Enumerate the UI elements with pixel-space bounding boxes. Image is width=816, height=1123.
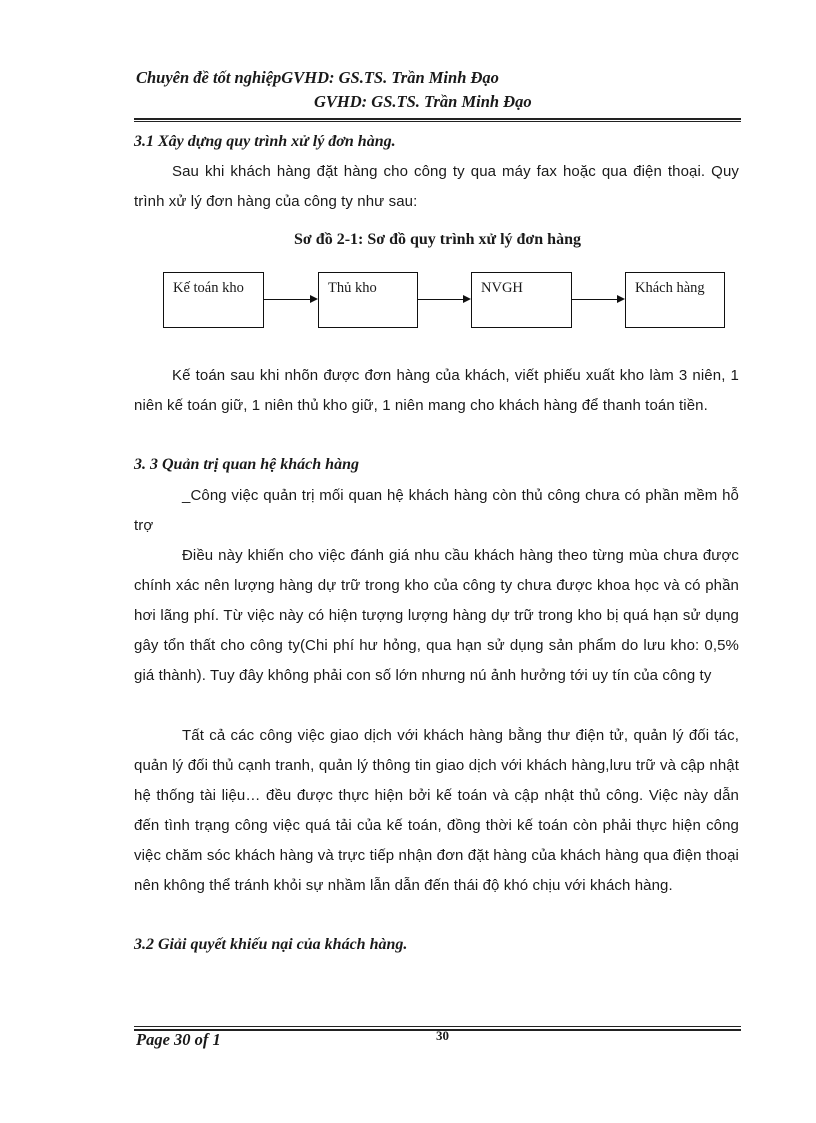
paragraph-invoice: Kế toán sau khi nhõn được đơn hàng của khách, viết phiếu xuất kho làm 3 niên, 1 niên kế toán giữ, 1 niên thủ kho giữ, 1 niên mang cho khách hàng để thanh toán tiền. [134, 367, 739, 414]
diagram-step-customer: Khách hàng [625, 272, 725, 328]
section-heading-crm: 3. 3 Quản trị quan hệ khách hàng [134, 456, 359, 473]
diagram-arrow-3 [572, 299, 617, 300]
paragraph-crm-workload: Tất cả các công việc giao dịch với khách hàng bằng thư điện tử, quản lý đối tác, quản lý đối thủ cạnh tranh, quản lý thông tin giao dịch với khách hàng,lưu trữ và cập nhật hệ thống tài liệu… đều được thực hiện bởi kế toán và cập nhật thủ công. Việc này dẫn đến tình trạng công việc quá tải của kế toán, đồng thời kế toán còn phải thực hiện công việc chăm sóc khách hàng và trực tiếp nhận đơn đặt hàng của khách hàng qua điện thoại nên không thể tránh khỏi sự nhầm lẫn dẫn đến thái độ khó chịu với khách hàng. [134, 727, 739, 894]
footer-rule-thin [134, 1026, 741, 1027]
diagram-arrow-2 [418, 299, 463, 300]
diagram-step-accountant: Kế toán kho [163, 272, 264, 328]
section-heading-order-process: 3.1 Xây dựng quy trình xử lý đơn hàng. [134, 133, 396, 150]
paragraph-intro: Sau khi khách hàng đặt hàng cho công ty qua máy fax hoặc qua điện thoại. Quy trình xử lý đơn hàng của công ty như sau: [134, 163, 739, 210]
header-title: Chuyên đề tốt nghiệpGVHD: GS.TS. Trần Minh Đạo [136, 68, 499, 87]
paragraph-crm-forecast: Điều này khiến cho việc đánh giá nhu cầu khách hàng theo từng mùa chưa được chính xác nên lượng hàng dự trữ trong kho của công ty chưa được khoa học và có phần hơi lãng phí. Từ việc này có hiện tượng lượng hàng dự trữ trong kho bị quá hạn sử dụng gây tổn thất cho công ty(Chi phí hư hỏng, qua hạn sử dụng sản phẩm do lưu kho: 0,5% giá thành). Tuy đây không phải con số lớn nhưng nú ảnh hưởng tới uy tín của công ty [134, 547, 739, 684]
diagram-step-storekeeper: Thủ kho [318, 272, 418, 328]
diagram-step-delivery: NVGH [471, 272, 572, 328]
section-heading-complaints: 3.2 Giải quyết khiếu nại của khách hàng. [134, 936, 408, 953]
header-rule-thin [134, 121, 741, 122]
diagram-arrowhead-1 [310, 295, 318, 303]
footer-page-label: Page 30 of 1 [136, 1030, 221, 1049]
paragraph-crm-manual: _Công việc quản trị mối quan hệ khách hàng còn thủ công chưa có phần mềm hỗ trợ [134, 487, 739, 534]
header-supervisor: GVHD: GS.TS. Trần Minh Đạo [314, 92, 532, 111]
footer-page-number: 30 [436, 1028, 449, 1043]
diagram-arrow-1 [264, 299, 310, 300]
diagram-caption: Sơ đồ 2-1: Sơ đồ quy trình xử lý đơn hàng [294, 231, 581, 248]
diagram-arrowhead-2 [463, 295, 471, 303]
header-rule [134, 118, 741, 120]
diagram-arrowhead-3 [617, 295, 625, 303]
